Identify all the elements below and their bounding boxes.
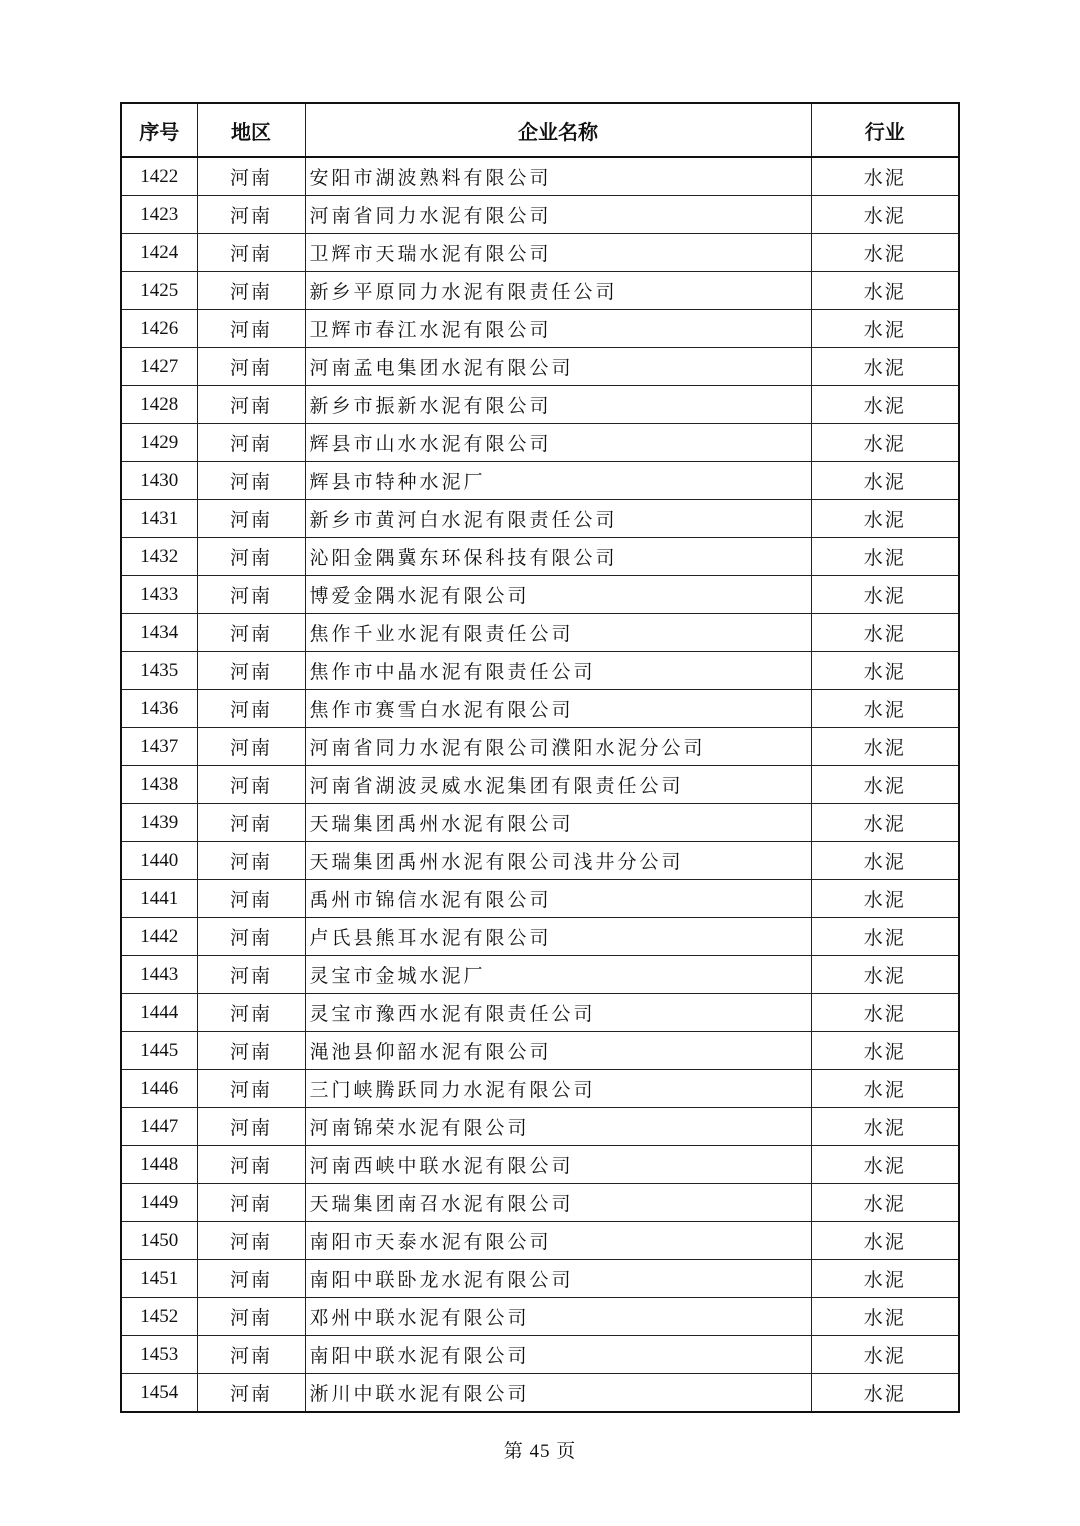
cell-serial-number: 1452 bbox=[121, 1298, 197, 1336]
cell-region: 河南 bbox=[197, 234, 305, 272]
cell-serial-number: 1440 bbox=[121, 842, 197, 880]
cell-region: 河南 bbox=[197, 500, 305, 538]
cell-industry: 水泥 bbox=[811, 1032, 959, 1070]
table-row bbox=[121, 386, 959, 424]
cell-region: 河南 bbox=[197, 1108, 305, 1146]
cell-enterprise-name: 河南省同力水泥有限公司 bbox=[305, 196, 811, 234]
cell-serial-number: 1451 bbox=[121, 1260, 197, 1298]
cell-industry: 水泥 bbox=[811, 196, 959, 234]
table-row bbox=[121, 804, 959, 842]
cell-enterprise-name: 灵宝市豫西水泥有限责任公司 bbox=[305, 994, 811, 1032]
cell-serial-number: 1441 bbox=[121, 880, 197, 918]
cell-industry: 水泥 bbox=[811, 1146, 959, 1184]
table-row bbox=[121, 1146, 959, 1184]
cell-serial-number: 1427 bbox=[121, 348, 197, 386]
cell-region: 河南 bbox=[197, 196, 305, 234]
cell-enterprise-name: 三门峡腾跃同力水泥有限公司 bbox=[305, 1070, 811, 1108]
cell-industry: 水泥 bbox=[811, 576, 959, 614]
cell-serial-number: 1450 bbox=[121, 1222, 197, 1260]
cell-serial-number: 1437 bbox=[121, 728, 197, 766]
cell-enterprise-name: 天瑞集团禹州水泥有限公司浅井分公司 bbox=[305, 842, 811, 880]
header-industry: 行业 bbox=[811, 103, 959, 157]
table-row bbox=[121, 424, 959, 462]
cell-industry: 水泥 bbox=[811, 1336, 959, 1374]
cell-enterprise-name: 灵宝市金城水泥厂 bbox=[305, 956, 811, 994]
cell-serial-number: 1443 bbox=[121, 956, 197, 994]
cell-enterprise-name: 南阳市天泰水泥有限公司 bbox=[305, 1222, 811, 1260]
table-row bbox=[121, 1070, 959, 1108]
cell-serial-number: 1428 bbox=[121, 386, 197, 424]
table-row bbox=[121, 728, 959, 766]
table-row bbox=[121, 500, 959, 538]
cell-enterprise-name: 南阳中联卧龙水泥有限公司 bbox=[305, 1260, 811, 1298]
cell-region: 河南 bbox=[197, 310, 305, 348]
cell-serial-number: 1445 bbox=[121, 1032, 197, 1070]
enterprise-table bbox=[120, 102, 960, 1413]
cell-industry: 水泥 bbox=[811, 690, 959, 728]
cell-enterprise-name: 天瑞集团南召水泥有限公司 bbox=[305, 1184, 811, 1222]
cell-serial-number: 1434 bbox=[121, 614, 197, 652]
cell-serial-number: 1447 bbox=[121, 1108, 197, 1146]
cell-industry: 水泥 bbox=[811, 804, 959, 842]
cell-region: 河南 bbox=[197, 1070, 305, 1108]
cell-industry: 水泥 bbox=[811, 918, 959, 956]
cell-industry: 水泥 bbox=[811, 880, 959, 918]
cell-region: 河南 bbox=[197, 1032, 305, 1070]
cell-enterprise-name: 河南省湖波灵威水泥集团有限责任公司 bbox=[305, 766, 811, 804]
cell-region: 河南 bbox=[197, 880, 305, 918]
table-row bbox=[121, 1336, 959, 1374]
cell-region: 河南 bbox=[197, 804, 305, 842]
cell-enterprise-name: 焦作千业水泥有限责任公司 bbox=[305, 614, 811, 652]
cell-enterprise-name: 卢氏县熊耳水泥有限公司 bbox=[305, 918, 811, 956]
cell-region: 河南 bbox=[197, 1336, 305, 1374]
cell-serial-number: 1442 bbox=[121, 918, 197, 956]
cell-serial-number: 1433 bbox=[121, 576, 197, 614]
cell-region: 河南 bbox=[197, 1374, 305, 1413]
cell-region: 河南 bbox=[197, 994, 305, 1032]
header-enterprise-name: 企业名称 bbox=[305, 103, 811, 157]
cell-region: 河南 bbox=[197, 348, 305, 386]
cell-industry: 水泥 bbox=[811, 348, 959, 386]
cell-region: 河南 bbox=[197, 652, 305, 690]
cell-enterprise-name: 禹州市锦信水泥有限公司 bbox=[305, 880, 811, 918]
cell-enterprise-name: 焦作市赛雪白水泥有限公司 bbox=[305, 690, 811, 728]
cell-serial-number: 1438 bbox=[121, 766, 197, 804]
table-row bbox=[121, 614, 959, 652]
cell-serial-number: 1431 bbox=[121, 500, 197, 538]
table-row bbox=[121, 842, 959, 880]
table-row bbox=[121, 576, 959, 614]
header-serial-number: 序号 bbox=[121, 103, 197, 157]
cell-serial-number: 1435 bbox=[121, 652, 197, 690]
cell-serial-number: 1432 bbox=[121, 538, 197, 576]
cell-industry: 水泥 bbox=[811, 1298, 959, 1336]
cell-enterprise-name: 天瑞集团禹州水泥有限公司 bbox=[305, 804, 811, 842]
table-row bbox=[121, 272, 959, 310]
cell-region: 河南 bbox=[197, 576, 305, 614]
cell-region: 河南 bbox=[197, 157, 305, 196]
cell-region: 河南 bbox=[197, 766, 305, 804]
cell-region: 河南 bbox=[197, 614, 305, 652]
table-row bbox=[121, 234, 959, 272]
cell-enterprise-name: 河南锦荣水泥有限公司 bbox=[305, 1108, 811, 1146]
cell-region: 河南 bbox=[197, 424, 305, 462]
cell-industry: 水泥 bbox=[811, 234, 959, 272]
table-header-row bbox=[121, 103, 959, 157]
cell-serial-number: 1423 bbox=[121, 196, 197, 234]
table-row bbox=[121, 956, 959, 994]
cell-enterprise-name: 河南孟电集团水泥有限公司 bbox=[305, 348, 811, 386]
header-region: 地区 bbox=[197, 103, 305, 157]
cell-serial-number: 1454 bbox=[121, 1374, 197, 1413]
cell-serial-number: 1436 bbox=[121, 690, 197, 728]
cell-enterprise-name: 邓州中联水泥有限公司 bbox=[305, 1298, 811, 1336]
table-row bbox=[121, 157, 959, 196]
cell-enterprise-name: 焦作市中晶水泥有限责任公司 bbox=[305, 652, 811, 690]
cell-industry: 水泥 bbox=[811, 728, 959, 766]
cell-region: 河南 bbox=[197, 462, 305, 500]
cell-enterprise-name: 河南西峡中联水泥有限公司 bbox=[305, 1146, 811, 1184]
cell-industry: 水泥 bbox=[811, 462, 959, 500]
table-row bbox=[121, 690, 959, 728]
cell-serial-number: 1429 bbox=[121, 424, 197, 462]
cell-serial-number: 1439 bbox=[121, 804, 197, 842]
cell-industry: 水泥 bbox=[811, 956, 959, 994]
cell-region: 河南 bbox=[197, 956, 305, 994]
cell-industry: 水泥 bbox=[811, 842, 959, 880]
cell-serial-number: 1453 bbox=[121, 1336, 197, 1374]
cell-serial-number: 1425 bbox=[121, 272, 197, 310]
cell-serial-number: 1449 bbox=[121, 1184, 197, 1222]
table-row bbox=[121, 1184, 959, 1222]
cell-industry: 水泥 bbox=[811, 614, 959, 652]
cell-enterprise-name: 新乡市振新水泥有限公司 bbox=[305, 386, 811, 424]
cell-industry: 水泥 bbox=[811, 1222, 959, 1260]
table-row bbox=[121, 196, 959, 234]
table-row bbox=[121, 994, 959, 1032]
cell-industry: 水泥 bbox=[811, 500, 959, 538]
cell-enterprise-name: 新乡市黄河白水泥有限责任公司 bbox=[305, 500, 811, 538]
cell-serial-number: 1422 bbox=[121, 157, 197, 196]
cell-enterprise-name: 沁阳金隅冀东环保科技有限公司 bbox=[305, 538, 811, 576]
table-row bbox=[121, 1108, 959, 1146]
cell-enterprise-name: 南阳中联水泥有限公司 bbox=[305, 1336, 811, 1374]
table-row bbox=[121, 1032, 959, 1070]
table-row bbox=[121, 1374, 959, 1413]
cell-region: 河南 bbox=[197, 272, 305, 310]
cell-industry: 水泥 bbox=[811, 766, 959, 804]
table-row bbox=[121, 538, 959, 576]
cell-enterprise-name: 渑池县仰韶水泥有限公司 bbox=[305, 1032, 811, 1070]
cell-enterprise-name: 安阳市湖波熟料有限公司 bbox=[305, 157, 811, 196]
cell-enterprise-name: 辉县市山水水泥有限公司 bbox=[305, 424, 811, 462]
cell-region: 河南 bbox=[197, 1260, 305, 1298]
table-row bbox=[121, 348, 959, 386]
table-row bbox=[121, 880, 959, 918]
cell-industry: 水泥 bbox=[811, 386, 959, 424]
cell-region: 河南 bbox=[197, 1184, 305, 1222]
table-row bbox=[121, 1222, 959, 1260]
cell-industry: 水泥 bbox=[811, 1260, 959, 1298]
cell-region: 河南 bbox=[197, 842, 305, 880]
table-row bbox=[121, 310, 959, 348]
cell-serial-number: 1446 bbox=[121, 1070, 197, 1108]
table-row bbox=[121, 652, 959, 690]
cell-industry: 水泥 bbox=[811, 652, 959, 690]
cell-industry: 水泥 bbox=[811, 310, 959, 348]
cell-enterprise-name: 博爱金隅水泥有限公司 bbox=[305, 576, 811, 614]
page-number: 第 45 页 bbox=[503, 1441, 577, 1462]
cell-serial-number: 1430 bbox=[121, 462, 197, 500]
cell-serial-number: 1444 bbox=[121, 994, 197, 1032]
cell-region: 河南 bbox=[197, 1298, 305, 1336]
cell-enterprise-name: 辉县市特种水泥厂 bbox=[305, 462, 811, 500]
table-row bbox=[121, 1298, 959, 1336]
cell-region: 河南 bbox=[197, 538, 305, 576]
cell-enterprise-name: 卫辉市天瑞水泥有限公司 bbox=[305, 234, 811, 272]
cell-industry: 水泥 bbox=[811, 424, 959, 462]
table-row bbox=[121, 1260, 959, 1298]
cell-region: 河南 bbox=[197, 918, 305, 956]
cell-industry: 水泥 bbox=[811, 272, 959, 310]
cell-region: 河南 bbox=[197, 386, 305, 424]
cell-enterprise-name: 河南省同力水泥有限公司濮阳水泥分公司 bbox=[305, 728, 811, 766]
cell-serial-number: 1424 bbox=[121, 234, 197, 272]
cell-enterprise-name: 淅川中联水泥有限公司 bbox=[305, 1374, 811, 1413]
cell-industry: 水泥 bbox=[811, 1184, 959, 1222]
table-row bbox=[121, 462, 959, 500]
cell-region: 河南 bbox=[197, 1222, 305, 1260]
cell-region: 河南 bbox=[197, 728, 305, 766]
cell-industry: 水泥 bbox=[811, 1108, 959, 1146]
cell-industry: 水泥 bbox=[811, 538, 959, 576]
cell-enterprise-name: 新乡平原同力水泥有限责任公司 bbox=[305, 272, 811, 310]
cell-industry: 水泥 bbox=[811, 157, 959, 196]
cell-serial-number: 1426 bbox=[121, 310, 197, 348]
table-row bbox=[121, 766, 959, 804]
cell-serial-number: 1448 bbox=[121, 1146, 197, 1184]
cell-industry: 水泥 bbox=[811, 1374, 959, 1413]
table-row bbox=[121, 918, 959, 956]
cell-region: 河南 bbox=[197, 1146, 305, 1184]
cell-region: 河南 bbox=[197, 690, 305, 728]
cell-industry: 水泥 bbox=[811, 994, 959, 1032]
cell-enterprise-name: 卫辉市春江水泥有限公司 bbox=[305, 310, 811, 348]
cell-industry: 水泥 bbox=[811, 1070, 959, 1108]
